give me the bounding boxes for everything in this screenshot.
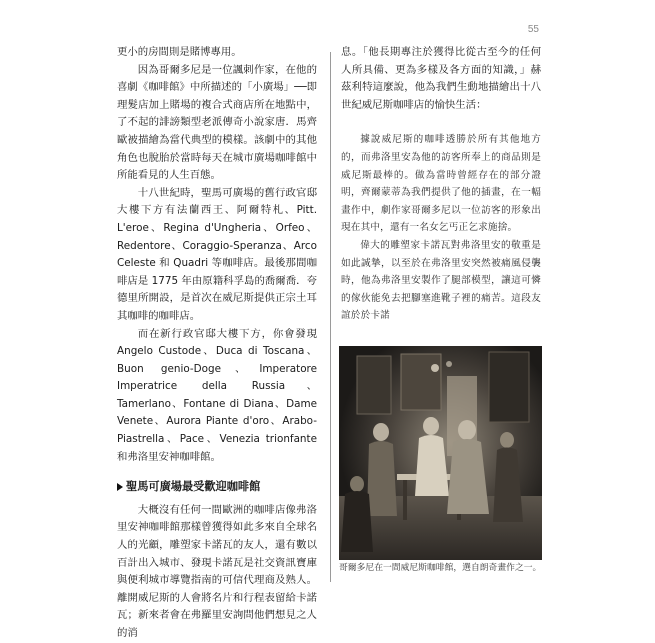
left-paragraph-4: 而在新行政官邸大樓下方，你會發現 Angelo Custode、Duca di Toscana、Buon genio-Doge、Imperatore Imperatrice della Russia、Tamerlano、Fontane di Diana、Dame Venete、Aurora Piante d'oro、Arabo-Piastrella、Pace、Venezia trionfante 和弗洛里安神咖啡館。: [117, 327, 317, 463]
figure-caption: 哥爾多尼在一間威尼斯咖啡館，選自朗奇畫作之一。: [339, 563, 542, 573]
left-paragraph-2: 因為哥爾多尼是一位諷刺作家，在他的喜劇《咖啡館》中所描述的「小廣場」──即理髮店加上賭場的複合式商店所在地點中，了不起的誹謗類型老派傳奇小說家唐．馬齊歐被描繪為當代典型的模樣。該劇中的其他角色也脫胎於當時每天在城市廣場咖啡館中所能看見的人生百態。: [117, 63, 317, 182]
left-paragraph-3: 十八世紀時，聖馬可廣場的舊行政官邸大樓下方有法蘭西王、阿爾特札、Pitt. L'eroe、Regina d'Ungheria、Orfeo、Redentore、Coraggio-Speranza、Arco Celeste 和 Quadri 等咖啡店。最後那間咖啡店是 1775 年由原籍科孚島的喬爾喬．夸德里所開設，是首次在威尼斯提供正宗土耳其咖啡的咖啡店。: [117, 186, 317, 322]
section-heading: [117, 478, 317, 496]
right-column: [341, 44, 541, 325]
section-heading-text: 聖馬可廣場最受歡迎咖啡館: [126, 480, 261, 494]
coffeehouse-painting: [339, 346, 542, 560]
left-column: [117, 44, 317, 643]
right-paragraph-1: 息。「他長期專注於獲得比從古至今的任何人所具備、更為多樣及各方面的知識，」赫茲利特這麼說，他為我們生動地描繪出十八世紀威尼斯咖啡店的愉快生活：: [341, 46, 541, 111]
left-paragraph-5: 大概沒有任何一間歐洲的咖啡店像弗洛里安神咖啡館那樣曾獲得如此多來自全球名人的光顧，雕塑家卡諾瓦的友人，還有數以百計出入城市、發現卡諾瓦是社交資訊寶庫與便利城市導覽指南的可信代理商及熟人。離開威尼斯的人會將名片和行程表留給卡諾瓦；新來者會在弗羅里安詢問他們想見之人的消: [117, 503, 317, 639]
left-paragraph-1: 更小的房間則是賭博專用。: [117, 46, 242, 58]
triangle-bullet-icon: [117, 483, 123, 491]
block-quote-1: 據說威尼斯的咖啡透勝於所有其他地方的，而弗洛里安為他的訪客所奉上的商品則是威尼斯最棒的。做為當時曾經存在的部分證明，齊爾蒙蒂為我們提供了他的插畫，在一幅畫作中，劇作家哥爾多尼以一位訪客的形象出現在其中，還有一名女乞丐正乞求施捨。: [341, 134, 541, 234]
column-divider: [330, 52, 331, 582]
page-number: 55: [527, 24, 539, 35]
block-quote-2: 偉大的雕塑家卡諾瓦對弗洛里安的敬重是如此誠摯，以至於在弗洛里安突然被痛風侵襲時，他為弗洛里安製作了腿部模型，讓這可憐的傢伙能免去把腳塞進靴子裡的痛苦。這段友誼於於卡諾: [341, 239, 541, 322]
